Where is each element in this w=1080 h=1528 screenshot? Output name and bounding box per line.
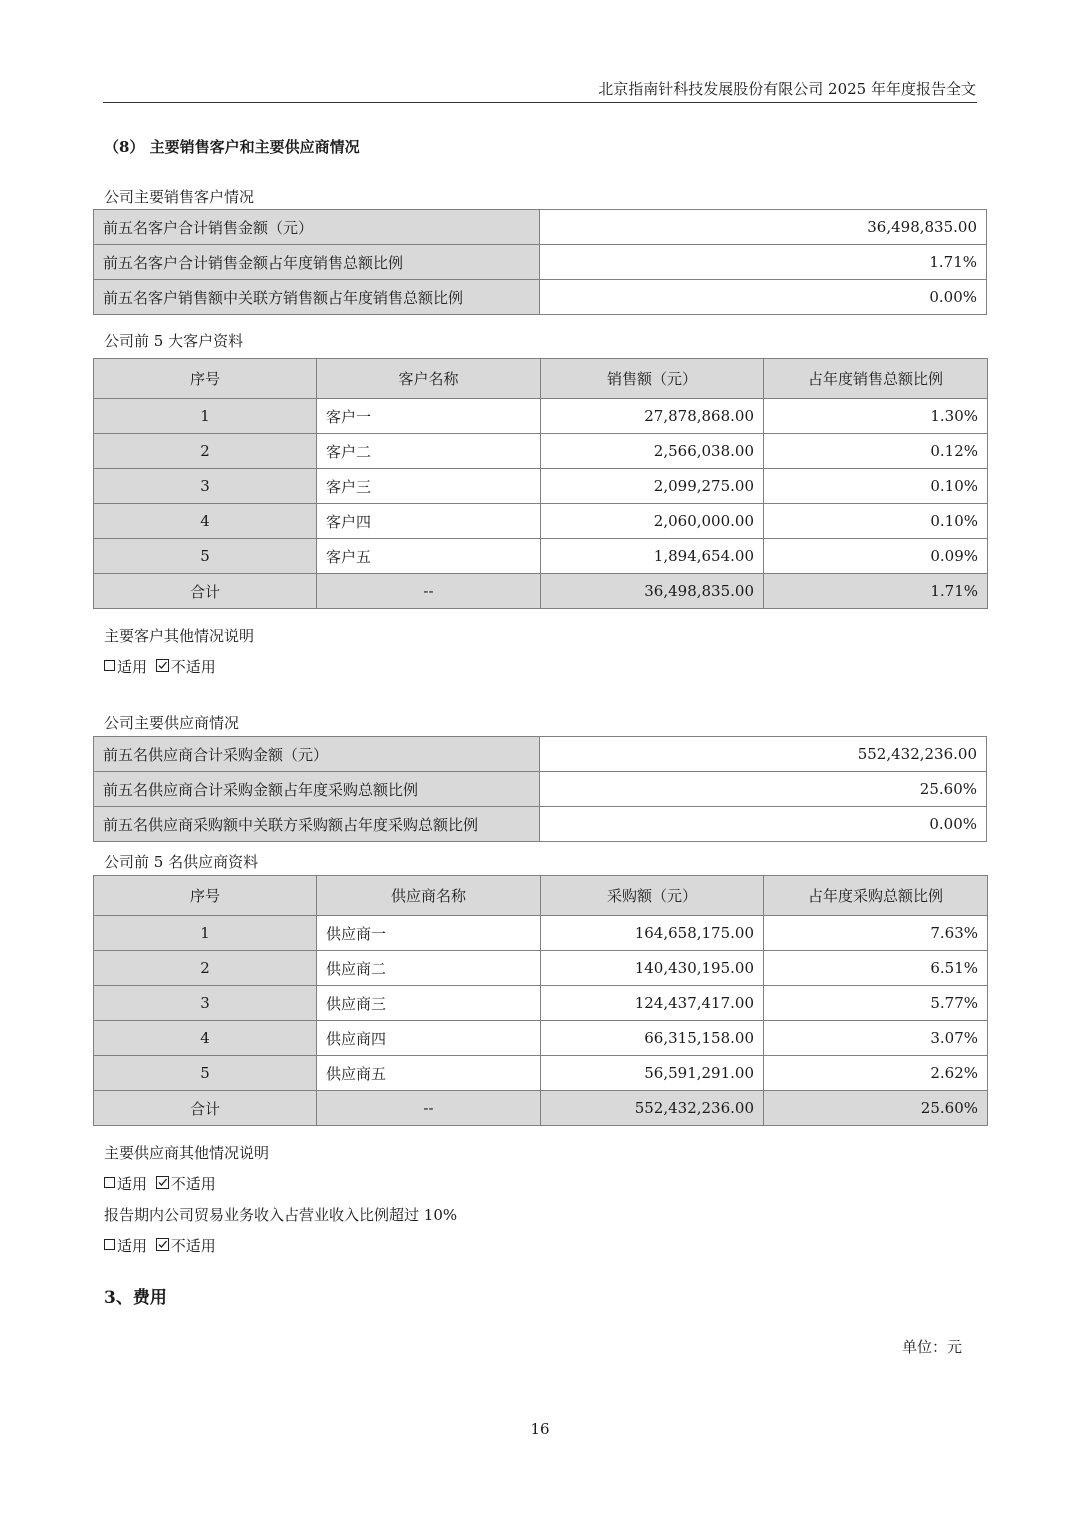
cell: 2,099,275.00 xyxy=(541,469,764,504)
not-applicable-label: 不适用 xyxy=(170,1175,216,1193)
column-header: 序号 xyxy=(94,359,317,399)
cell: 4 xyxy=(94,1021,317,1056)
column-header: 客户名称 xyxy=(317,359,541,399)
suppliers-note-label: 主要供应商其他情况说明 xyxy=(104,1144,270,1162)
cell: 合计 xyxy=(94,1091,317,1126)
table-row xyxy=(94,434,988,469)
cell: 客户一 xyxy=(317,399,541,434)
section-title: （8） 主要销售客户和主要供应商情况 xyxy=(104,138,360,156)
cell: 供应商五 xyxy=(317,1056,541,1091)
summary-value: 25.60% xyxy=(540,772,987,807)
cell: 0.10% xyxy=(764,469,988,504)
table-row xyxy=(94,504,988,539)
cell: 0.10% xyxy=(764,504,988,539)
cell: 供应商四 xyxy=(317,1021,541,1056)
cell: 3 xyxy=(94,986,317,1021)
cell: 2 xyxy=(94,951,317,986)
summary-label: 前五名客户销售额中关联方销售额占年度销售总额比例 xyxy=(94,280,540,315)
summary-label: 前五名客户合计销售金额占年度销售总额比例 xyxy=(94,245,540,280)
customers-detail-table xyxy=(93,358,988,609)
cell: 1 xyxy=(94,399,317,434)
cell: 6.51% xyxy=(764,951,988,986)
summary-value: 1.71% xyxy=(540,245,987,280)
cell: 客户四 xyxy=(317,504,541,539)
suppliers-table-heading: 公司前 5 名供应商资料 xyxy=(104,853,259,871)
table-row xyxy=(94,469,988,504)
cell: 供应商三 xyxy=(317,986,541,1021)
summary-row xyxy=(94,807,987,842)
unit-label: 单位：元 xyxy=(901,1338,962,1356)
summary-value: 0.00% xyxy=(540,280,987,315)
customers-note-label: 主要客户其他情况说明 xyxy=(104,627,255,645)
column-header: 占年度采购总额比例 xyxy=(764,876,988,916)
suppliers-summary-table xyxy=(93,736,987,842)
summary-row xyxy=(94,772,987,807)
suppliers-detail-table xyxy=(93,875,988,1126)
table-total-row xyxy=(94,1091,988,1126)
unchecked-box-icon xyxy=(104,1177,115,1188)
cell: 0.09% xyxy=(764,539,988,574)
header-divider xyxy=(103,102,977,103)
summary-label: 前五名供应商合计采购金额占年度采购总额比例 xyxy=(94,772,540,807)
cell: 5 xyxy=(94,1056,317,1091)
report-header-title: 北京指南针科技发展股份有限公司 2025 年年度报告全文 xyxy=(598,80,976,98)
cell: 140,430,195.00 xyxy=(541,951,764,986)
cell: 5 xyxy=(94,539,317,574)
table-header-row xyxy=(94,876,988,916)
page-number: 16 xyxy=(530,1420,550,1438)
cell: 1.30% xyxy=(764,399,988,434)
summary-row xyxy=(94,245,987,280)
checked-box-icon xyxy=(156,1176,169,1189)
customers-applicability xyxy=(104,656,216,677)
table-total-row xyxy=(94,574,988,609)
cell: 2,060,000.00 xyxy=(541,504,764,539)
applicable-label: 适用 xyxy=(117,1237,148,1255)
cell: -- xyxy=(317,1091,541,1126)
customers-table-heading: 公司前 5 大客户资料 xyxy=(104,332,244,350)
expenses-title: 3、费用 xyxy=(104,1288,167,1308)
cell: 25.60% xyxy=(764,1091,988,1126)
table-header-row xyxy=(94,359,988,399)
customers-heading: 公司主要销售客户情况 xyxy=(104,188,255,206)
suppliers-applicability xyxy=(104,1173,216,1194)
applicable-label: 适用 xyxy=(117,1175,148,1193)
cell: 客户三 xyxy=(317,469,541,504)
column-header: 供应商名称 xyxy=(317,876,541,916)
customers-summary-table xyxy=(93,209,987,315)
summary-row xyxy=(94,210,987,245)
table-row xyxy=(94,951,988,986)
column-header: 销售额（元） xyxy=(541,359,764,399)
cell: 0.12% xyxy=(764,434,988,469)
unchecked-box-icon xyxy=(104,660,115,671)
cell: 1.71% xyxy=(764,574,988,609)
checked-box-icon xyxy=(156,659,169,672)
trade-applicability xyxy=(104,1235,216,1256)
summary-label: 前五名供应商合计采购金额（元） xyxy=(94,737,540,772)
summary-row xyxy=(94,280,987,315)
table-row xyxy=(94,539,988,574)
table-row xyxy=(94,916,988,951)
table-row xyxy=(94,399,988,434)
table-row xyxy=(94,1021,988,1056)
summary-label: 前五名客户合计销售金额（元） xyxy=(94,210,540,245)
cell: 7.63% xyxy=(764,916,988,951)
unchecked-box-icon xyxy=(104,1239,115,1250)
not-applicable-label: 不适用 xyxy=(170,658,216,676)
checked-box-icon xyxy=(156,1238,169,1251)
not-applicable-label: 不适用 xyxy=(170,1237,216,1255)
cell: 1,894,654.00 xyxy=(541,539,764,574)
cell: 56,591,291.00 xyxy=(541,1056,764,1091)
cell: 164,658,175.00 xyxy=(541,916,764,951)
cell: -- xyxy=(317,574,541,609)
applicable-label: 适用 xyxy=(117,658,148,676)
cell: 供应商二 xyxy=(317,951,541,986)
cell: 客户二 xyxy=(317,434,541,469)
cell: 66,315,158.00 xyxy=(541,1021,764,1056)
cell: 5.77% xyxy=(764,986,988,1021)
cell: 供应商一 xyxy=(317,916,541,951)
cell: 客户五 xyxy=(317,539,541,574)
cell: 3 xyxy=(94,469,317,504)
cell: 2 xyxy=(94,434,317,469)
cell: 2,566,038.00 xyxy=(541,434,764,469)
suppliers-heading: 公司主要供应商情况 xyxy=(104,714,240,732)
cell: 124,437,417.00 xyxy=(541,986,764,1021)
cell: 36,498,835.00 xyxy=(541,574,764,609)
cell: 1 xyxy=(94,916,317,951)
column-header: 序号 xyxy=(94,876,317,916)
summary-row xyxy=(94,737,987,772)
table-row xyxy=(94,1056,988,1091)
cell: 552,432,236.00 xyxy=(541,1091,764,1126)
summary-label: 前五名供应商采购额中关联方采购额占年度采购总额比例 xyxy=(94,807,540,842)
cell: 3.07% xyxy=(764,1021,988,1056)
column-header: 占年度销售总额比例 xyxy=(764,359,988,399)
cell: 2.62% xyxy=(764,1056,988,1091)
summary-value: 552,432,236.00 xyxy=(540,737,987,772)
cell: 合计 xyxy=(94,574,317,609)
trade-income-note: 报告期内公司贸易业务收入占营业收入比例超过 10% xyxy=(104,1206,458,1224)
cell: 27,878,868.00 xyxy=(541,399,764,434)
column-header: 采购额（元） xyxy=(541,876,764,916)
summary-value: 0.00% xyxy=(540,807,987,842)
summary-value: 36,498,835.00 xyxy=(540,210,987,245)
cell: 4 xyxy=(94,504,317,539)
table-row xyxy=(94,986,988,1021)
